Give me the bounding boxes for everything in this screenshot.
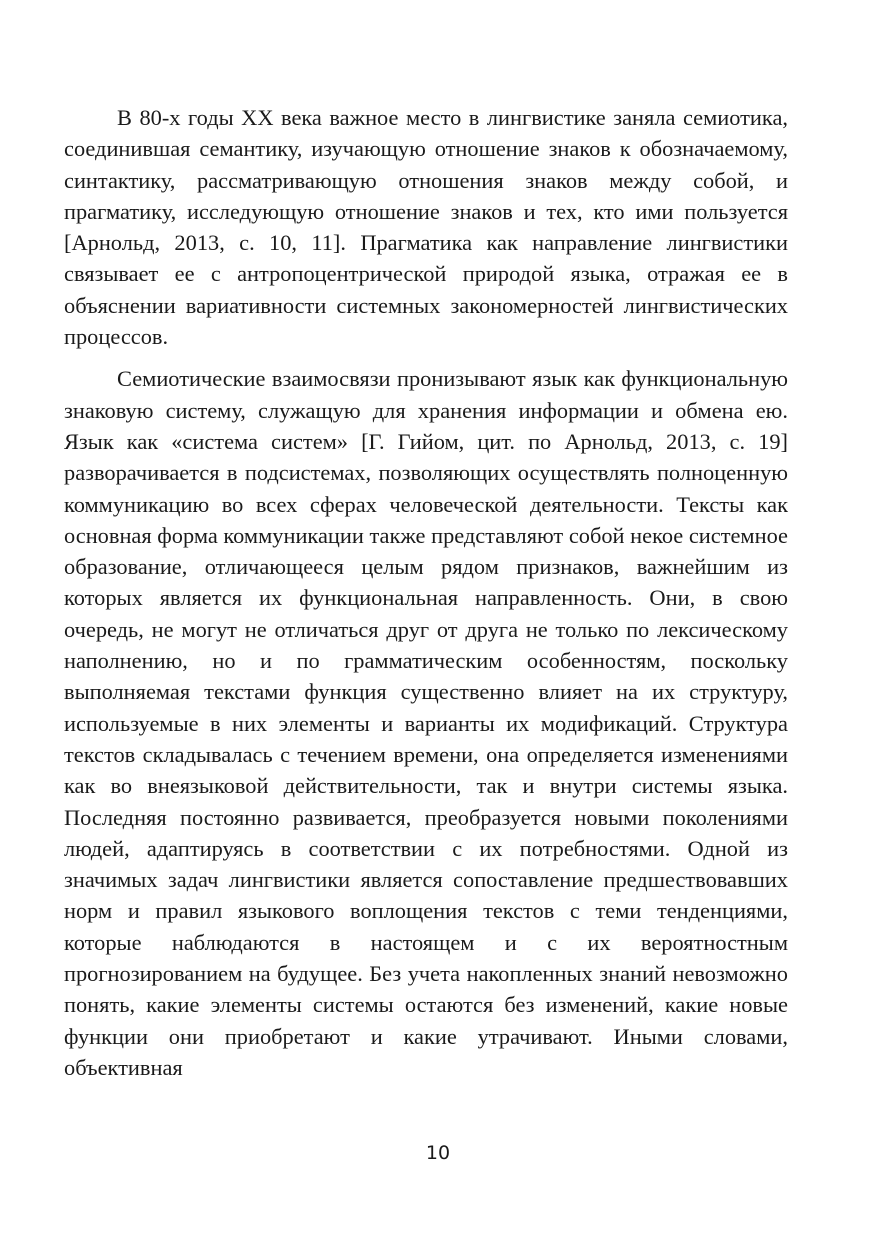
page-number: 10 <box>425 1142 451 1164</box>
body-text <box>64 102 788 1083</box>
paragraph-semiotic-relations: Семиотические взаимосвязи пронизывают язык как функциональную знаковую систему, служащую для хранения информации и обмена ею. Язык как «система систем» [Г. Гийом, цит. по Арнольд, 2013, с. 19] разворачивается в подсистемах, позволяющих осуществлять полноценную коммуникацию во всех сферах человеческой деятельности. Тексты как основная форма коммуникации также представляют собой некое системное образование, отличающееся целым рядом признаков, важнейшим из которых является их функциональная направленность. Они, в свою очередь, не могут не отличаться друг от друга не только по лексическому наполнению, но и по грамматическим особенностям, поскольку выполняемая текстами функция существенно влияет на их структуру, используемые в них элементы и варианты их модификаций. Структура текстов складывалась с течением времени, она определяется изменениями как во внеязыковой действительности, так и внутри системы языка. Последняя постоянно развивается, преобразуется новыми поколениями людей, адаптируясь в соответствии с их потребностями. Одной из значимых задач лингвистики является сопоставление предшествовавших норм и правил языкового воплощения текстов с теми тенденциями, которые наблюдаются в настоящем и с их вероятностным прогнозированием на будущее. Без учета накопленных знаний невозможно понять, какие элементы системы остаются без изменений, какие новые функции они приобретают и какие утрачивают. Иными словами, объективная <box>64 366 788 1080</box>
paragraph-semiotics-intro: В 80-х годы XX века важное место в лингвистике заняла семиотика, соединившая семантику, изучающую отношение знаков к обозначаемому, синтактику, рассматривающую отношения знаков между собой, и прагматику, исследующую отношение знаков и тех, кто ими пользуется [Арнольд, 2013, с. 10, 11]. Прагматика как направление лингвистики связывает ее с антропоцентрической природой языка, отражая ее в объяснении вариативности системных закономерностей лингвистических процессов. <box>64 105 788 350</box>
